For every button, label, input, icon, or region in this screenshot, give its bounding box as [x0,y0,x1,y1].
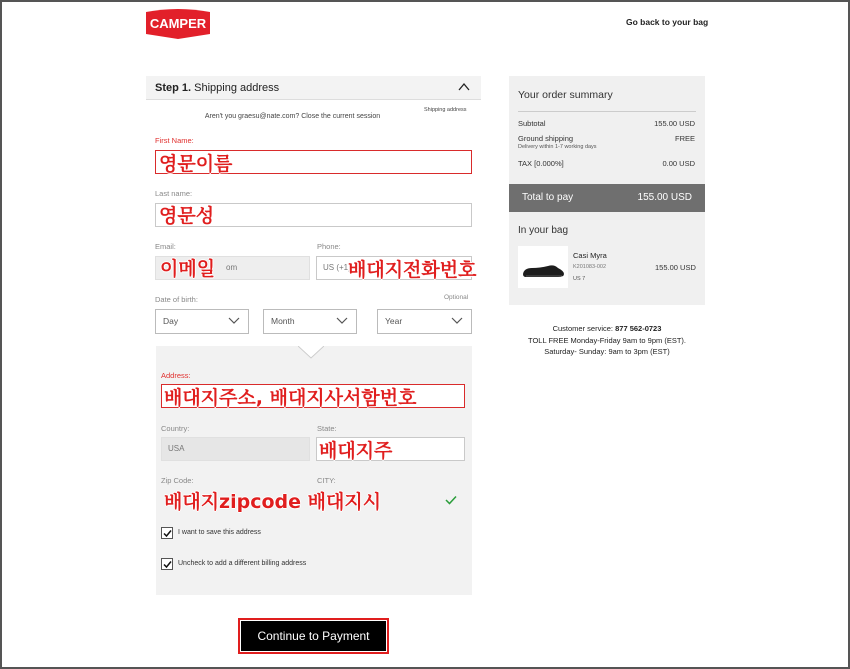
year-select[interactable] [377,309,472,334]
back-to-bag-link[interactable]: Go back to your bag [626,17,709,27]
total-value: 155.00 USD [637,192,692,203]
shoe-product-image[interactable] [518,246,568,288]
last-name-label: Last name: [155,189,193,198]
total-label: Total to pay [522,192,574,203]
state-value: 배대지주 [319,440,393,462]
bag-title: In your bag [518,225,569,236]
save-address-checkbox[interactable] [161,527,173,539]
chevron-down-icon [228,317,240,325]
step-title: Shipping address [194,82,280,94]
country-field[interactable] [161,437,310,461]
continue-to-payment-button[interactable]: Continue to Payment [241,621,386,651]
phone-label: Phone: [317,242,341,251]
tax-value: 0.00 USD [662,159,695,168]
customer-service-line [509,324,705,333]
product-size: US 7 [573,276,586,282]
billing-checkbox[interactable] [161,558,173,570]
billing-label[interactable]: Uncheck to add a different billing address [178,560,307,567]
product-price: 155.00 USD [655,263,696,272]
customer-service-label: Customer service: [552,324,614,333]
address-value: 배대지주소, 배대지사서함번호 [164,387,417,409]
logo-text: CAMPER [149,16,207,31]
camper-logo[interactable] [144,8,212,40]
panel-notch [298,346,324,359]
session-note[interactable]: Aren't you graesu@nate.com? Close the current session [204,113,381,120]
dob-optional: Optional [444,294,469,301]
step-header[interactable] [146,76,481,100]
shipping-sub: Delivery within 1-7 working days [518,144,597,150]
save-address-label[interactable]: I want to save this address [178,529,261,536]
shipping-value: FREE [674,134,695,143]
country-label: Country: [161,424,190,433]
phone-overlay: 배대지전화번호 [348,259,477,281]
customer-service-hours-weekday: TOLL FREE Monday-Friday 9am to 9pm (EST). [528,336,686,345]
valid-check-icon [445,495,457,505]
checkmark-icon [163,560,172,569]
month-select[interactable] [263,309,357,334]
day-select[interactable] [155,309,249,334]
phone-prefix: US (+1) [323,263,351,272]
email-label: Email: [155,242,176,251]
month-select-label: Month [271,316,295,326]
divider [518,111,696,112]
tax-label: TAX [0.000%] [518,159,564,168]
day-select-label: Day [163,316,179,326]
address-label: Address: [161,371,191,380]
order-summary-title: Your order summary [518,89,613,101]
step-number: Step 1. [155,82,192,94]
dob-label: Date of birth: [155,295,198,304]
last-name-value: 영문성 [159,205,215,227]
email-visible-text: om [226,263,238,272]
shipping-address-link[interactable]: Shipping address [424,107,467,113]
subtotal-value: 155.00 USD [654,119,695,128]
customer-service-hours-weekend: Saturday- Sunday: 9am to 3pm (EST) [544,347,670,356]
city-label: CITY: [317,476,336,485]
email-overlay: 이메일 [160,258,216,280]
shipping-label: Ground shipping [518,134,574,143]
product-name[interactable]: Casi Myra [573,251,607,260]
first-name-label: First Name: [155,136,194,145]
country-value: USA [168,444,185,453]
zip-label: Zip Code: [161,476,194,485]
state-label: State: [317,424,337,433]
checkmark-icon [163,529,172,538]
chevron-down-icon [336,317,348,325]
product-code: K201083-002 [573,264,607,270]
zip-city-value: 배대지zipcode 배대지시 [164,491,382,513]
year-select-label: Year [385,316,403,326]
subtotal-label: Subtotal [518,119,546,128]
chevron-down-icon [451,317,463,325]
chevron-up-icon[interactable] [457,80,471,94]
first-name-value: 영문이름 [159,153,233,175]
total-bar [509,184,705,212]
customer-service-phone[interactable]: 877 562-0723 [615,324,662,333]
